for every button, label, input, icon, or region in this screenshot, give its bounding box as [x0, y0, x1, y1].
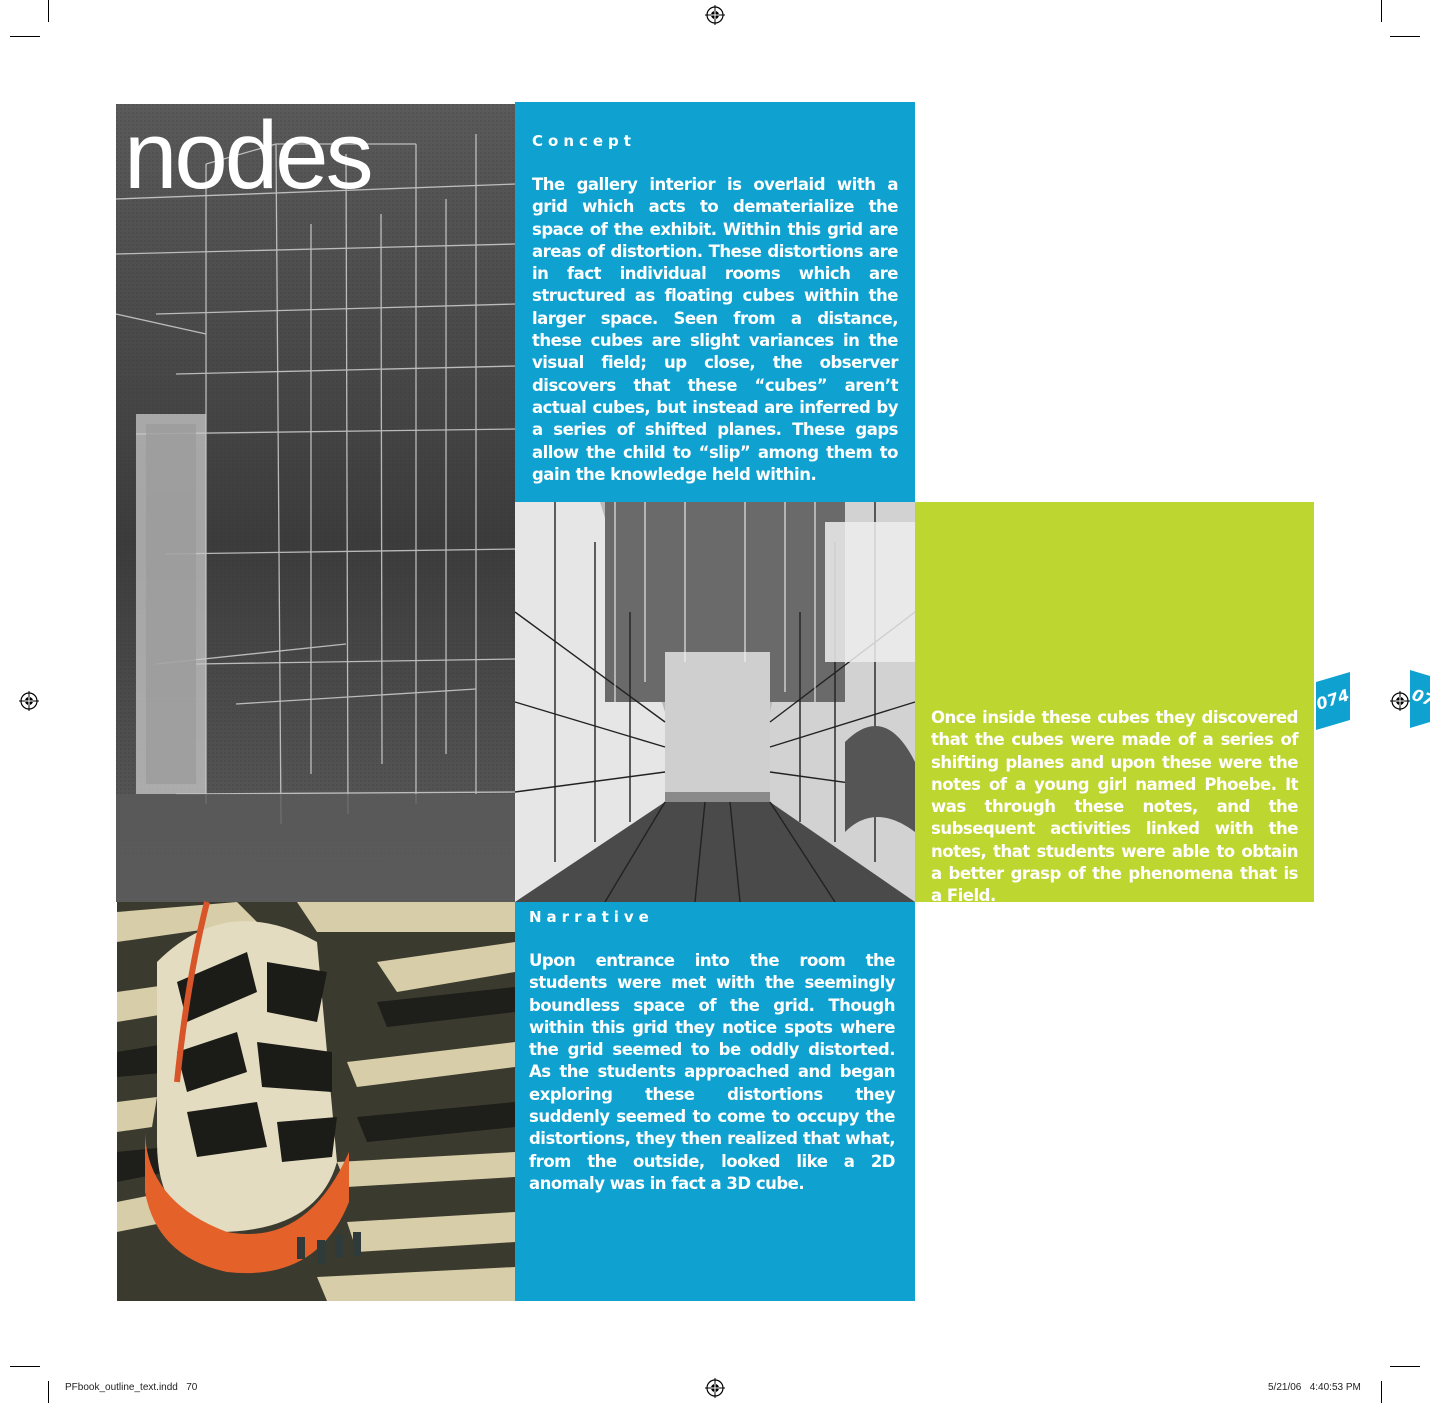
registration-mark-icon — [705, 5, 725, 25]
crop-mark — [10, 1366, 40, 1367]
inside-body: Once inside these cubes they discovered that the cubes were made of a series of shifting planes and upon these were the notes of a young girl named Phoebe. It was through these notes, and the subsequent activities linked with the notes, that students were able to obtain a better grasp of the phenomena that is a Field. — [931, 708, 1298, 906]
slug-filename: PFbook_outline_text.indd 70 — [65, 1382, 198, 1393]
crop-mark — [10, 36, 40, 37]
crop-mark — [48, 0, 49, 22]
registration-mark-icon — [705, 1378, 725, 1398]
crop-mark — [1390, 36, 1420, 37]
registration-mark-icon — [19, 691, 39, 711]
narrative-heading: Narrative — [529, 908, 654, 926]
page-title: nodes — [124, 102, 371, 209]
concept-body: The gallery interior is overlaid with a grid which acts to dematerialize the space of the exhibit. Within this grid are areas of distortion. These distortions are in fact individual rooms which are structured as floating cubes within the larger space. Seen from a distance, these cubes are slight variances in the visual field; up close, the observer discovers that these “cubes” aren’t actual cubes, but instead are inferred by a series of shifted planes. These gaps allow the child to “slip” among them to gain the knowledge held within. — [532, 175, 898, 484]
crop-mark — [1381, 0, 1382, 22]
narrative-panel — [515, 902, 915, 1301]
page-tab-left: 074 — [1313, 685, 1352, 714]
concept-panel — [515, 102, 915, 502]
inside-panel — [915, 502, 1314, 906]
registration-mark-icon — [1390, 691, 1410, 711]
crop-mark — [1381, 1381, 1382, 1403]
narrative-body: Upon entrance into the room the students were met with the seemingly boundless space of the grid. Though within this grid they notice spots where the grid seemed to be oddly distorted. As the students approached and began exploring these distortions they suddenly seemed to come to occupy the distortions, they then realized that what, from the outside, looked like a 2D anomaly was in fact a 3D cube. — [529, 951, 895, 1193]
concept-heading: Concept — [532, 132, 636, 150]
page-tab-right: 07 — [1409, 685, 1437, 710]
crop-mark — [1390, 1366, 1420, 1367]
slug-timestamp: 5/21/06 4:40:53 PM — [1268, 1382, 1361, 1393]
corridor-photo — [515, 502, 915, 902]
gallery-grid-photo — [116, 104, 516, 902]
dazzle-ship-painting — [117, 902, 515, 1301]
crop-mark — [48, 1381, 49, 1403]
